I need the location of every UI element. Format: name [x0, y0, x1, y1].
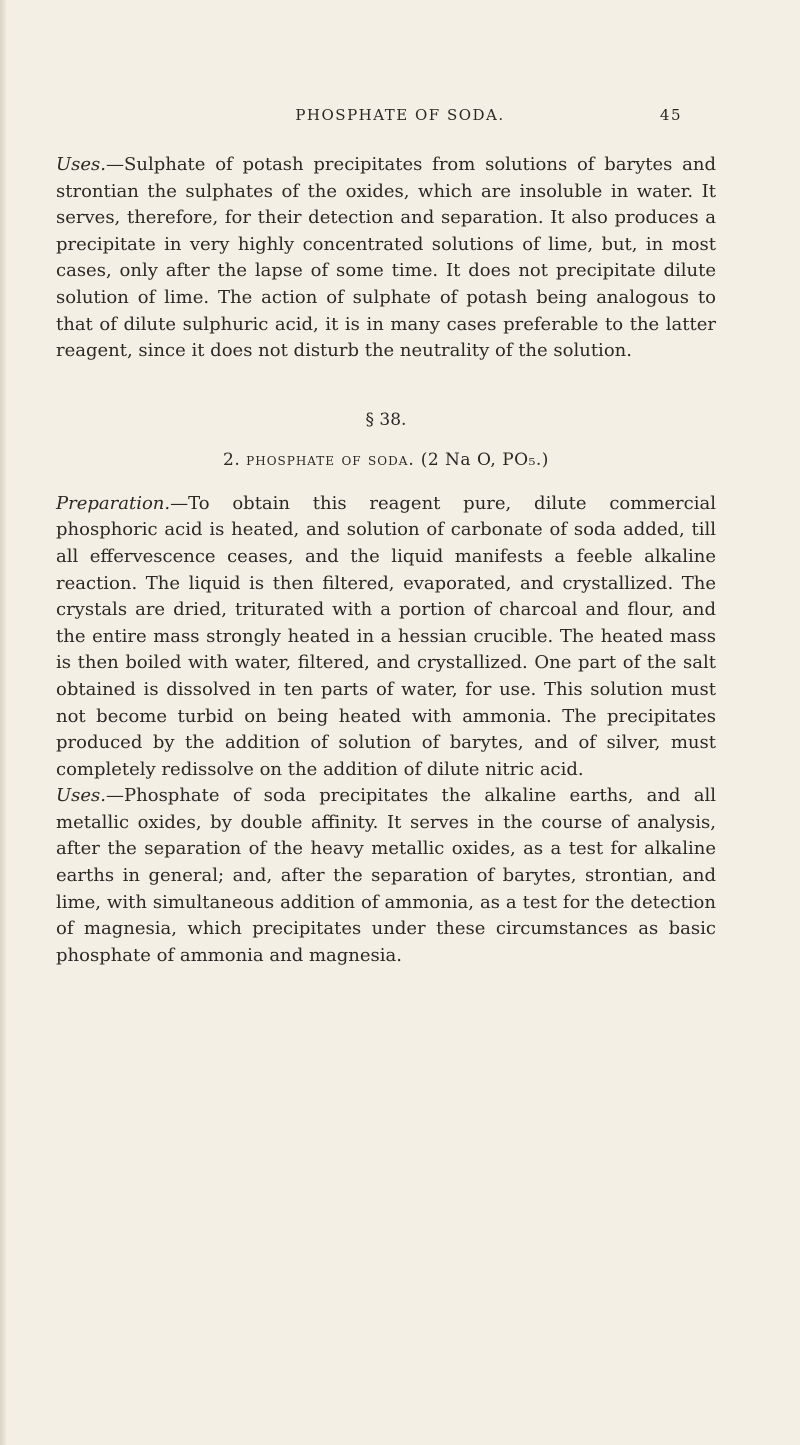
section-title — [56, 447, 716, 473]
section-number: § 38. — [365, 409, 407, 430]
preparation-text: —To obtain this reagent pure, dilute commercial phosphoric acid is heated, and solution of carbonate of soda added, till all effervescence ceases, and the liquid manifests a feeble alkaline reaction. The liquid is then filtered, evaporated, and crystallized. The crystals are dried, triturated with a portion of charcoal and flour, and the entire mass strongly heated in a hessian crucible. The heated mass is then boiled with water, filtered, and crystallized. One part of the salt obtained is dissolved in ten parts of water, for use. This solution must not become turbid on being heated with ammonia. The precipitates produced by the addition of solution of barytes, and of silver, must completely redissolve on the addition of dilute nitric acid. — [56, 492, 716, 780]
section-formula: (2 Na O, PO₅.) — [420, 449, 549, 470]
page-edge — [0, 0, 6, 1445]
page-header — [0, 106, 800, 130]
uses-sulphate-paragraph — [56, 152, 716, 365]
uses-sulphate-lead: Uses. — [56, 154, 107, 175]
page-body — [56, 152, 716, 969]
uses-sulphate-text: —Sulphate of potash precipitates from solutions of barytes and strontian the sulphates of the oxides, which are insoluble in water. It serves, therefore, for their detection and separation. It also produces a precipitate in very highly concentrated solutions of lime, but, in most cases, only after the lapse of some time. It does not precipitate dilute solution of lime. The action of sulphate of potash being analogous to that of dilute sulphuric acid, it is in many cases preferable to the latter reagent, since it does not disturb the neutrality of the solution. — [56, 154, 716, 362]
uses-phosphate-text: —Phosphate of soda precipitates the alkaline earths, and all metallic oxides, by double affinity. It serves in the course of analysis, after the separation of the heavy metallic oxides, as a test for alkaline earths in general; and, after the separation of barytes, strontian, and lime, with simultaneous addition of ammonia, as a test for the detection of magnesia, which precipitates under these circumstances as basic phosphate of ammonia and magnesia. — [56, 785, 716, 966]
uses-phosphate-paragraph — [56, 783, 716, 969]
preparation-paragraph — [56, 491, 716, 784]
section-title-name: phosphate of soda. — [246, 449, 415, 470]
section-title-prefix: 2. — [223, 449, 247, 470]
running-title: PHOSPHATE OF SODA. — [295, 106, 505, 124]
uses-phosphate-lead: Uses. — [56, 785, 107, 807]
preparation-lead: Preparation. — [56, 492, 171, 514]
page-number: 45 — [659, 106, 682, 124]
